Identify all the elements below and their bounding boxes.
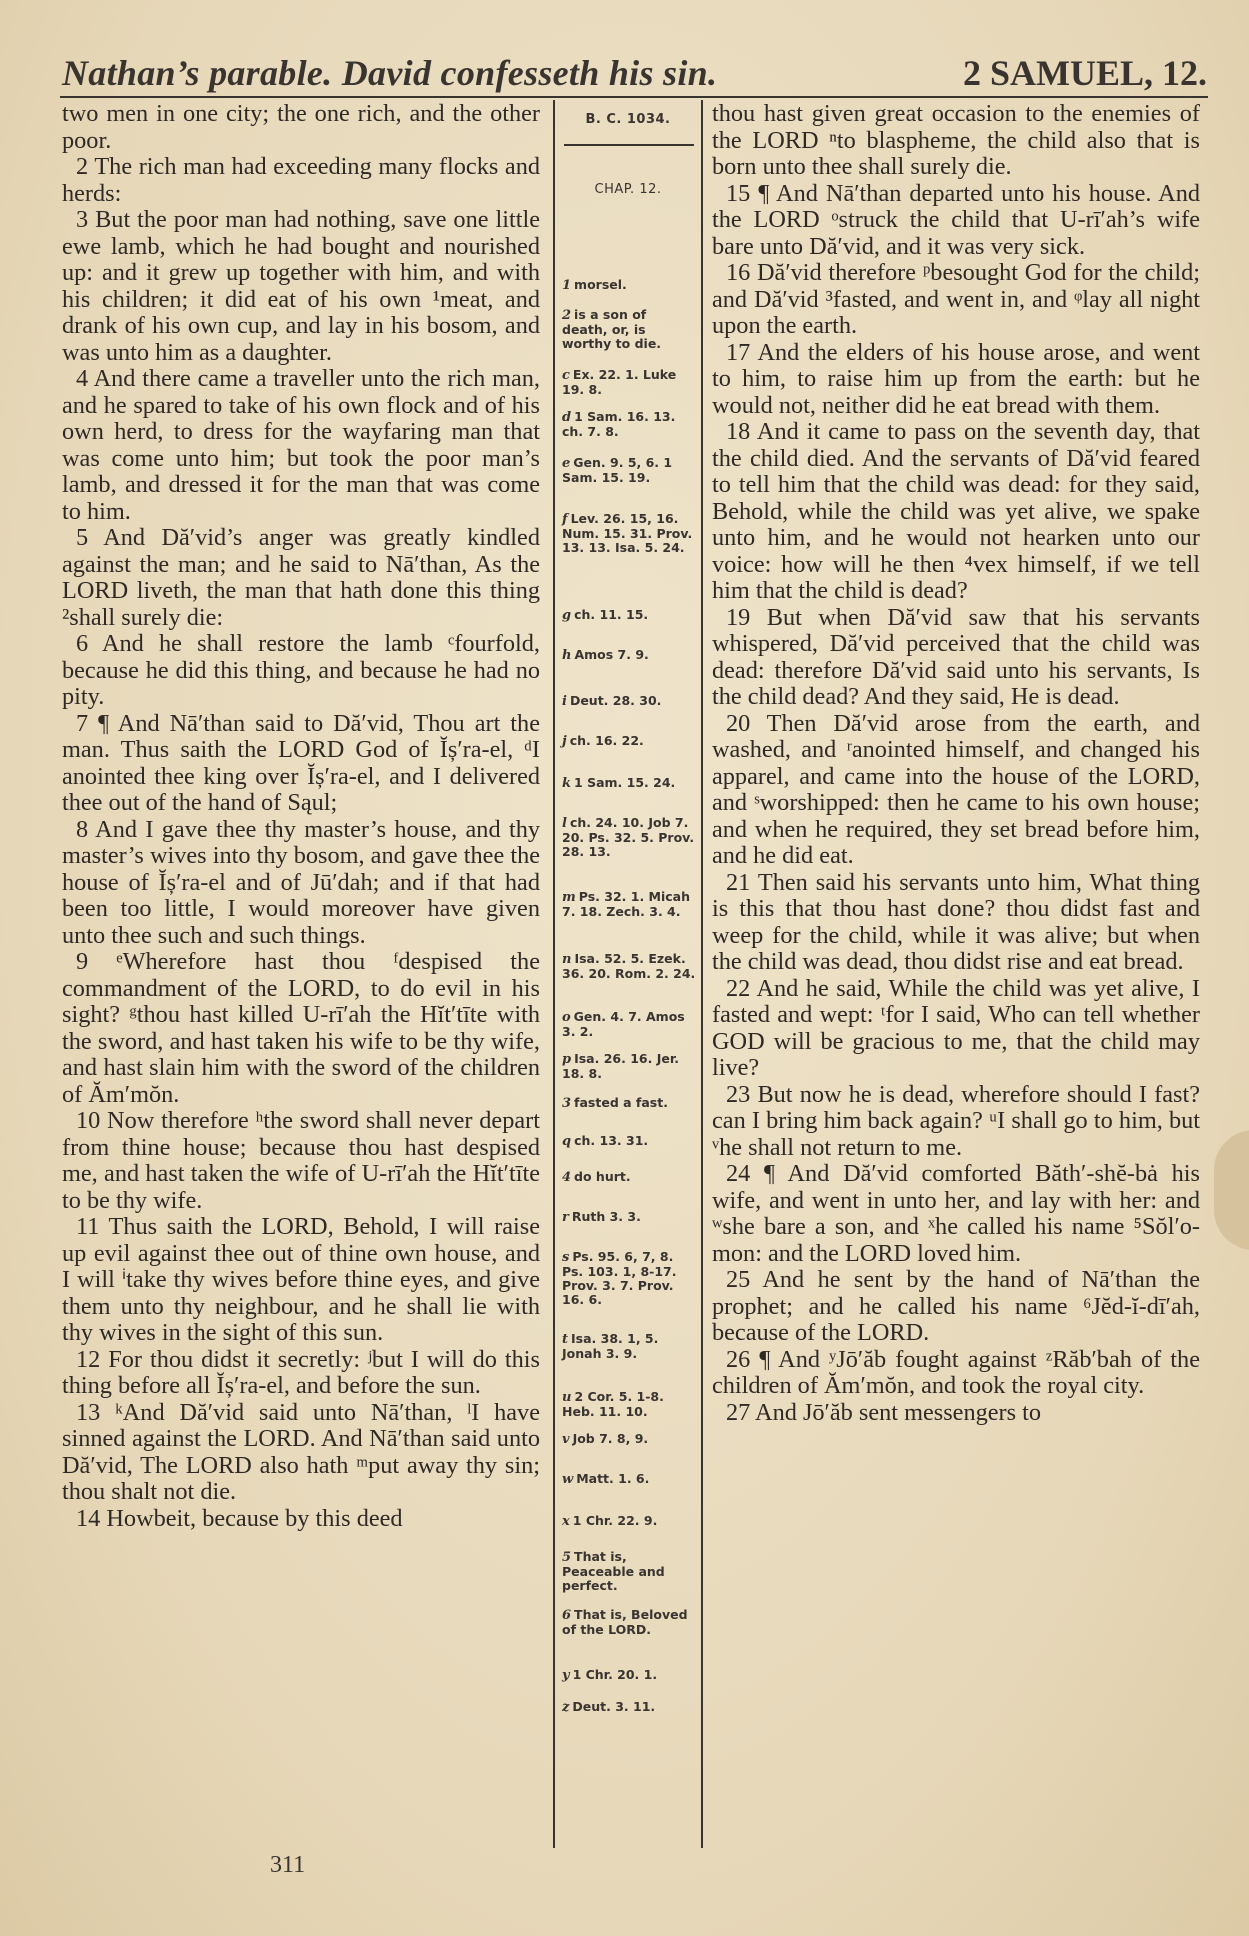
reference-mark: i <box>562 694 567 709</box>
verse-paragraph: 26 ¶ And ʸJō′ăb fought against ᶻRăb′bah of the children of Ăm′mŏn, and took the royal city. <box>712 1345 1200 1399</box>
reference-mark: y <box>562 1668 570 1683</box>
verse-paragraph: 12 For thou didst it secretly: ʲbut I will do this thing before all Ĭș′ra-el, and before the sun. <box>62 1345 540 1399</box>
verse-paragraph: 20 Then Dă′vid arose from the earth, and washed, and ʳanointed himself, and changed his apparel, and came into the house of the LORD, and ˢworshipped: then he came to his own house; and when he required, they set bread before him, and he did eat. <box>712 709 1200 869</box>
cross-reference <box>562 1170 696 1185</box>
reference-text: Ruth 3. 3. <box>571 1209 641 1224</box>
reference-text: Matt. 1. 6. <box>576 1471 650 1486</box>
cross-reference <box>562 608 696 623</box>
reference-text: morsel. <box>574 277 627 292</box>
reference-mark: 5 <box>562 1550 572 1565</box>
verse-paragraph: 11 Thus saith the LORD, Behold, I will raise up evil against thee out of thine own house, and I will ⁱtake thy wives before thine eyes, and give them unto thy neighbour, and he shall lie with thy wives in the sight of this sun. <box>62 1213 540 1346</box>
reference-mark: f <box>562 512 568 527</box>
reference-mark: 6 <box>562 1608 572 1623</box>
column-divider-left <box>553 100 555 1848</box>
reference-text: do hurt. <box>574 1169 631 1184</box>
reference-mark: l <box>562 816 567 831</box>
reference-text: Isa. 38. 1, 5. Jonah 3. 9. <box>562 1331 659 1361</box>
cross-reference <box>562 278 696 293</box>
cross-reference <box>562 1210 696 1225</box>
verse-paragraph: 9 ᵉWherefore hast thou ᶠdespised the commandment of the LORD, to do evil in his sight? ᵍthou hast killed U-rī′ah the Hĭt′tīte with the sword, and hast taken his wife to be thy wife, and hast slain him with the sword of the children of Ăm′mŏn. <box>62 948 540 1108</box>
reference-mark: 4 <box>562 1170 572 1185</box>
cross-reference <box>562 1608 696 1637</box>
verse-paragraph: 23 But now he is dead, wherefore should I fast? can I bring him back again? ᵘI shall go to him, but ᵛhe shall not return to me. <box>712 1080 1200 1161</box>
reference-mark: c <box>562 368 570 383</box>
cross-reference <box>562 734 696 749</box>
margin-date-rule <box>564 144 694 146</box>
reference-text: ch. 24. 10. Job 7. 20. Ps. 32. 5. Prov. 28. 13. <box>562 815 695 859</box>
verse-paragraph: 8 And I gave thee thy master’s house, and thy master’s wives into thy bosom, and gave thee the house of Ĭș′ra-el and of Jū′dah; and if that had been too little, I would moreover have given unto thee such and such things. <box>62 815 540 949</box>
reference-text: Isa. 52. 5. Ezek. 36. 20. Rom. 2. 24. <box>562 951 696 981</box>
header-rule <box>60 96 1208 98</box>
reference-text: 1 Chr. 22. 9. <box>572 1513 658 1528</box>
verse-paragraph: 18 And it came to pass on the seventh day, that the child died. And the servants of Dă′vid feared to tell him that the child was dead: for they said, Behold, while the child was yet alive, we spake unto him, and he would not hearken unto our voice: how will he then ⁴vex himself, if we tell him that the child is dead? <box>712 418 1200 604</box>
reference-mark: q <box>562 1134 572 1149</box>
reference-mark: n <box>562 952 572 967</box>
verse-paragraph: 4 And there came a traveller unto the rich man, and he spared to take of his own flock and of his own herd, to dress for the wayfaring man that was come unto him; but took the poor man’s lamb, and dressed it for the man that was come to him. <box>62 365 540 525</box>
cross-reference <box>562 512 696 555</box>
reference-text: is a son of death, or, is worthy to die. <box>562 307 662 351</box>
reference-text: Ps. 32. 1. Micah 7. 18. Zech. 3. 4. <box>562 889 691 919</box>
verse-paragraph: 7 ¶ And Nā′than said to Dă′vid, Thou art the man. Thus saith the LORD God of Ĭș′ra-el, ᵈI anointed thee king over Ĭș′ra-el, and I delivered thee out of the hand of Sąul; <box>62 709 540 816</box>
verse-paragraph: 10 Now therefore ʰthe sword shall never depart from thine house; because thou hast despised me, and hast taken the wife of U-rī′ah the Hĭt′tīte to be thy wife. <box>62 1107 540 1214</box>
right-text-column <box>712 101 1200 1841</box>
reference-text: Lev. 26. 15, 16. Num. 15. 31. Prov. 13. 13. Isa. 5. 24. <box>562 511 693 555</box>
cross-reference <box>562 368 696 397</box>
reference-text: Isa. 26. 16. Jer. 18. 8. <box>562 1051 679 1081</box>
verse-paragraph: 17 And the elders of his house arose, and went to him, to raise him up from the earth: but he would not, neither did he eat bread with them. <box>712 338 1200 419</box>
reference-mark: m <box>562 890 576 905</box>
cross-reference <box>562 890 696 919</box>
reference-text: ch. 16. 22. <box>569 733 644 748</box>
cross-reference <box>562 308 696 351</box>
reference-mark: 3 <box>562 1096 572 1111</box>
reference-mark: v <box>562 1432 570 1447</box>
cross-reference <box>562 1332 696 1361</box>
header-book-chapter: 2 SAMUEL, 12. <box>962 53 1207 93</box>
verse-paragraph: 27 And Jō′ăb sent messengers to <box>726 1398 1042 1426</box>
reference-text: Gen. 9. 5, 6. 1 Sam. 15. 19. <box>562 455 673 485</box>
cross-reference <box>562 776 696 791</box>
reference-text: Gen. 4. 7. Amos 3. 2. <box>562 1009 685 1039</box>
verse-paragraph: two men in one city; the one rich, and the other poor. <box>62 101 540 154</box>
cross-reference <box>562 1432 696 1447</box>
reference-text: Ex. 22. 1. Luke 19. 8. <box>562 367 677 397</box>
cross-reference <box>562 1550 696 1593</box>
reference-mark: w <box>562 1472 574 1487</box>
cross-reference <box>562 694 696 709</box>
reference-mark: s <box>562 1250 570 1265</box>
cross-reference <box>562 1668 696 1683</box>
cross-reference <box>562 1514 696 1529</box>
cross-reference <box>562 456 696 485</box>
verse-paragraph: thou hast given great occasion to the enemies of the LORD ⁿto blaspheme, the child also that is born unto thee shall surely die. <box>712 101 1200 180</box>
center-reference-column <box>556 100 700 1848</box>
verse-paragraph: 25 And he sent by the hand of Nā′than the prophet; and he called his name ⁶Jĕd-ĭ-dī′ah, because of the LORD. <box>712 1266 1200 1346</box>
verse-paragraph: 15 ¶ And Nā′than departed unto his house. And the LORD ᵒstruck the child that U-rī′ah’s wife bare unto Dă′vid, and it was very sick. <box>712 179 1200 260</box>
header-title: Nathan’s parable. David confesseth his sin. <box>62 53 718 93</box>
reference-text: That is, Beloved of the LORD. <box>562 1607 688 1637</box>
reference-mark: u <box>562 1390 572 1405</box>
reference-mark: 1 <box>562 278 572 293</box>
reference-text: fasted a fast. <box>574 1095 668 1110</box>
cross-reference <box>562 648 696 663</box>
reference-mark: e <box>562 456 571 471</box>
left-text-column <box>62 101 540 1841</box>
reference-mark: k <box>562 776 572 791</box>
reference-mark: g <box>562 608 572 623</box>
reference-mark: z <box>562 1700 570 1715</box>
verse-paragraph: 5 And Dă′vid’s anger was greatly kindled against the man; and he said to Nā′than, As the LORD liveth, the man that hath done this thing ²shall surely die: <box>62 524 540 631</box>
reference-mark: p <box>562 1052 572 1067</box>
margin-date: B. C. 1034. <box>585 112 671 127</box>
cross-reference <box>562 1472 696 1487</box>
reference-text: 2 Cor. 5. 1-8. Heb. 11. 10. <box>562 1389 664 1419</box>
verse-paragraph: 19 But when Dă′vid saw that his servants whispered, Dă′vid perceived that the child was dead: therefore Dă′vid said unto his servants, Is the child dead? And they said, He is dead. <box>712 603 1200 710</box>
verse-paragraph: 13 ᵏAnd Dă′vid said unto Nā′than, ˡI have sinned against the LORD. And Nā′than said unto Dă′vid, The LORD also hath ᵐput away thy sin; thou shalt not die. <box>62 1398 540 1505</box>
reference-text: Deut. 3. 11. <box>572 1699 656 1714</box>
verse-paragraph: 22 And he said, While the child was yet alive, I fasted and wept: ᵗfor I said, Who can tell whether GOD will be gracious to me, that the child may live? <box>712 974 1200 1081</box>
reference-text: Amos 7. 9. <box>574 647 649 662</box>
cross-reference <box>562 1700 696 1715</box>
reference-mark: t <box>562 1332 569 1347</box>
cross-reference <box>562 1052 696 1081</box>
reference-text: ch. 11. 15. <box>574 607 649 622</box>
reference-mark: o <box>562 1010 571 1025</box>
reference-text: Deut. 28. 30. <box>569 693 662 708</box>
reference-text: 1 Sam. 15. 24. <box>574 775 676 790</box>
reference-text: That is, Peaceable and perfect. <box>562 1549 665 1593</box>
reference-text: Ps. 95. 6, 7, 8. Ps. 103. 1, 8-17. Prov. 3. 7. Prov. 16. 6. <box>562 1249 677 1307</box>
verse-paragraph: 21 Then said his servants unto him, What thing is this that thou hast done? thou didst fast and weep for the child, while it was alive; but when the child was dead, thou didst rise and eat bread. <box>712 868 1200 975</box>
running-header <box>62 52 1207 98</box>
reference-text: 1 Sam. 16. 13. ch. 7. 8. <box>562 409 676 439</box>
verse-paragraph: 6 And he shall restore the lamb ᶜfourfold, because he did this thing, and because he had no pity. <box>62 630 540 710</box>
margin-chapter: CHAP. 12. <box>594 182 662 197</box>
cross-reference <box>562 1390 696 1419</box>
verse-paragraph: 3 But the poor man had nothing, save one little ewe lamb, which he had bought and nourished up: and it grew up together with him, and with his children; it did eat of his own ¹meat, and drank of his own cup, and lay in his bosom, and was unto him as a daughter. <box>62 206 540 366</box>
column-divider-right <box>701 100 703 1848</box>
reference-text: Job 7. 8, 9. <box>572 1431 649 1446</box>
verse-paragraph: 14 Howbeit, because by this deed <box>76 1504 403 1532</box>
cross-reference <box>562 952 696 981</box>
reference-mark: r <box>562 1210 569 1225</box>
cross-reference <box>562 1250 696 1307</box>
cross-reference <box>562 1010 696 1039</box>
cross-reference <box>562 410 696 439</box>
page-number: 311 <box>270 1852 306 1878</box>
thumb-index-tab <box>1214 1130 1249 1250</box>
reference-text: ch. 13. 31. <box>574 1133 649 1148</box>
reference-mark: h <box>562 648 572 663</box>
reference-mark: x <box>562 1514 570 1529</box>
cross-reference <box>562 1096 696 1111</box>
reference-text: 1 Chr. 20. 1. <box>572 1667 658 1682</box>
verse-paragraph: 24 ¶ And Dă′vid comforted Băth′-shĕ-bȧ his wife, and went in unto her, and lay with her: and ʷshe bare a son, and ˣhe called his name ⁵Sŏl′o-mon: and the LORD loved him. <box>712 1160 1200 1267</box>
verse-paragraph: 2 The rich man had exceeding many flocks and herds: <box>62 153 540 207</box>
reference-mark: 2 <box>562 308 572 323</box>
reference-mark: d <box>562 410 572 425</box>
verse-paragraph: 16 Dă′vid therefore ᵖbesought God for the child; and Dă′vid ³fasted, and went in, and ᵠlay all night upon the earth. <box>712 259 1200 339</box>
cross-reference <box>562 1134 696 1149</box>
reference-mark: j <box>562 734 567 749</box>
cross-reference <box>562 816 696 859</box>
